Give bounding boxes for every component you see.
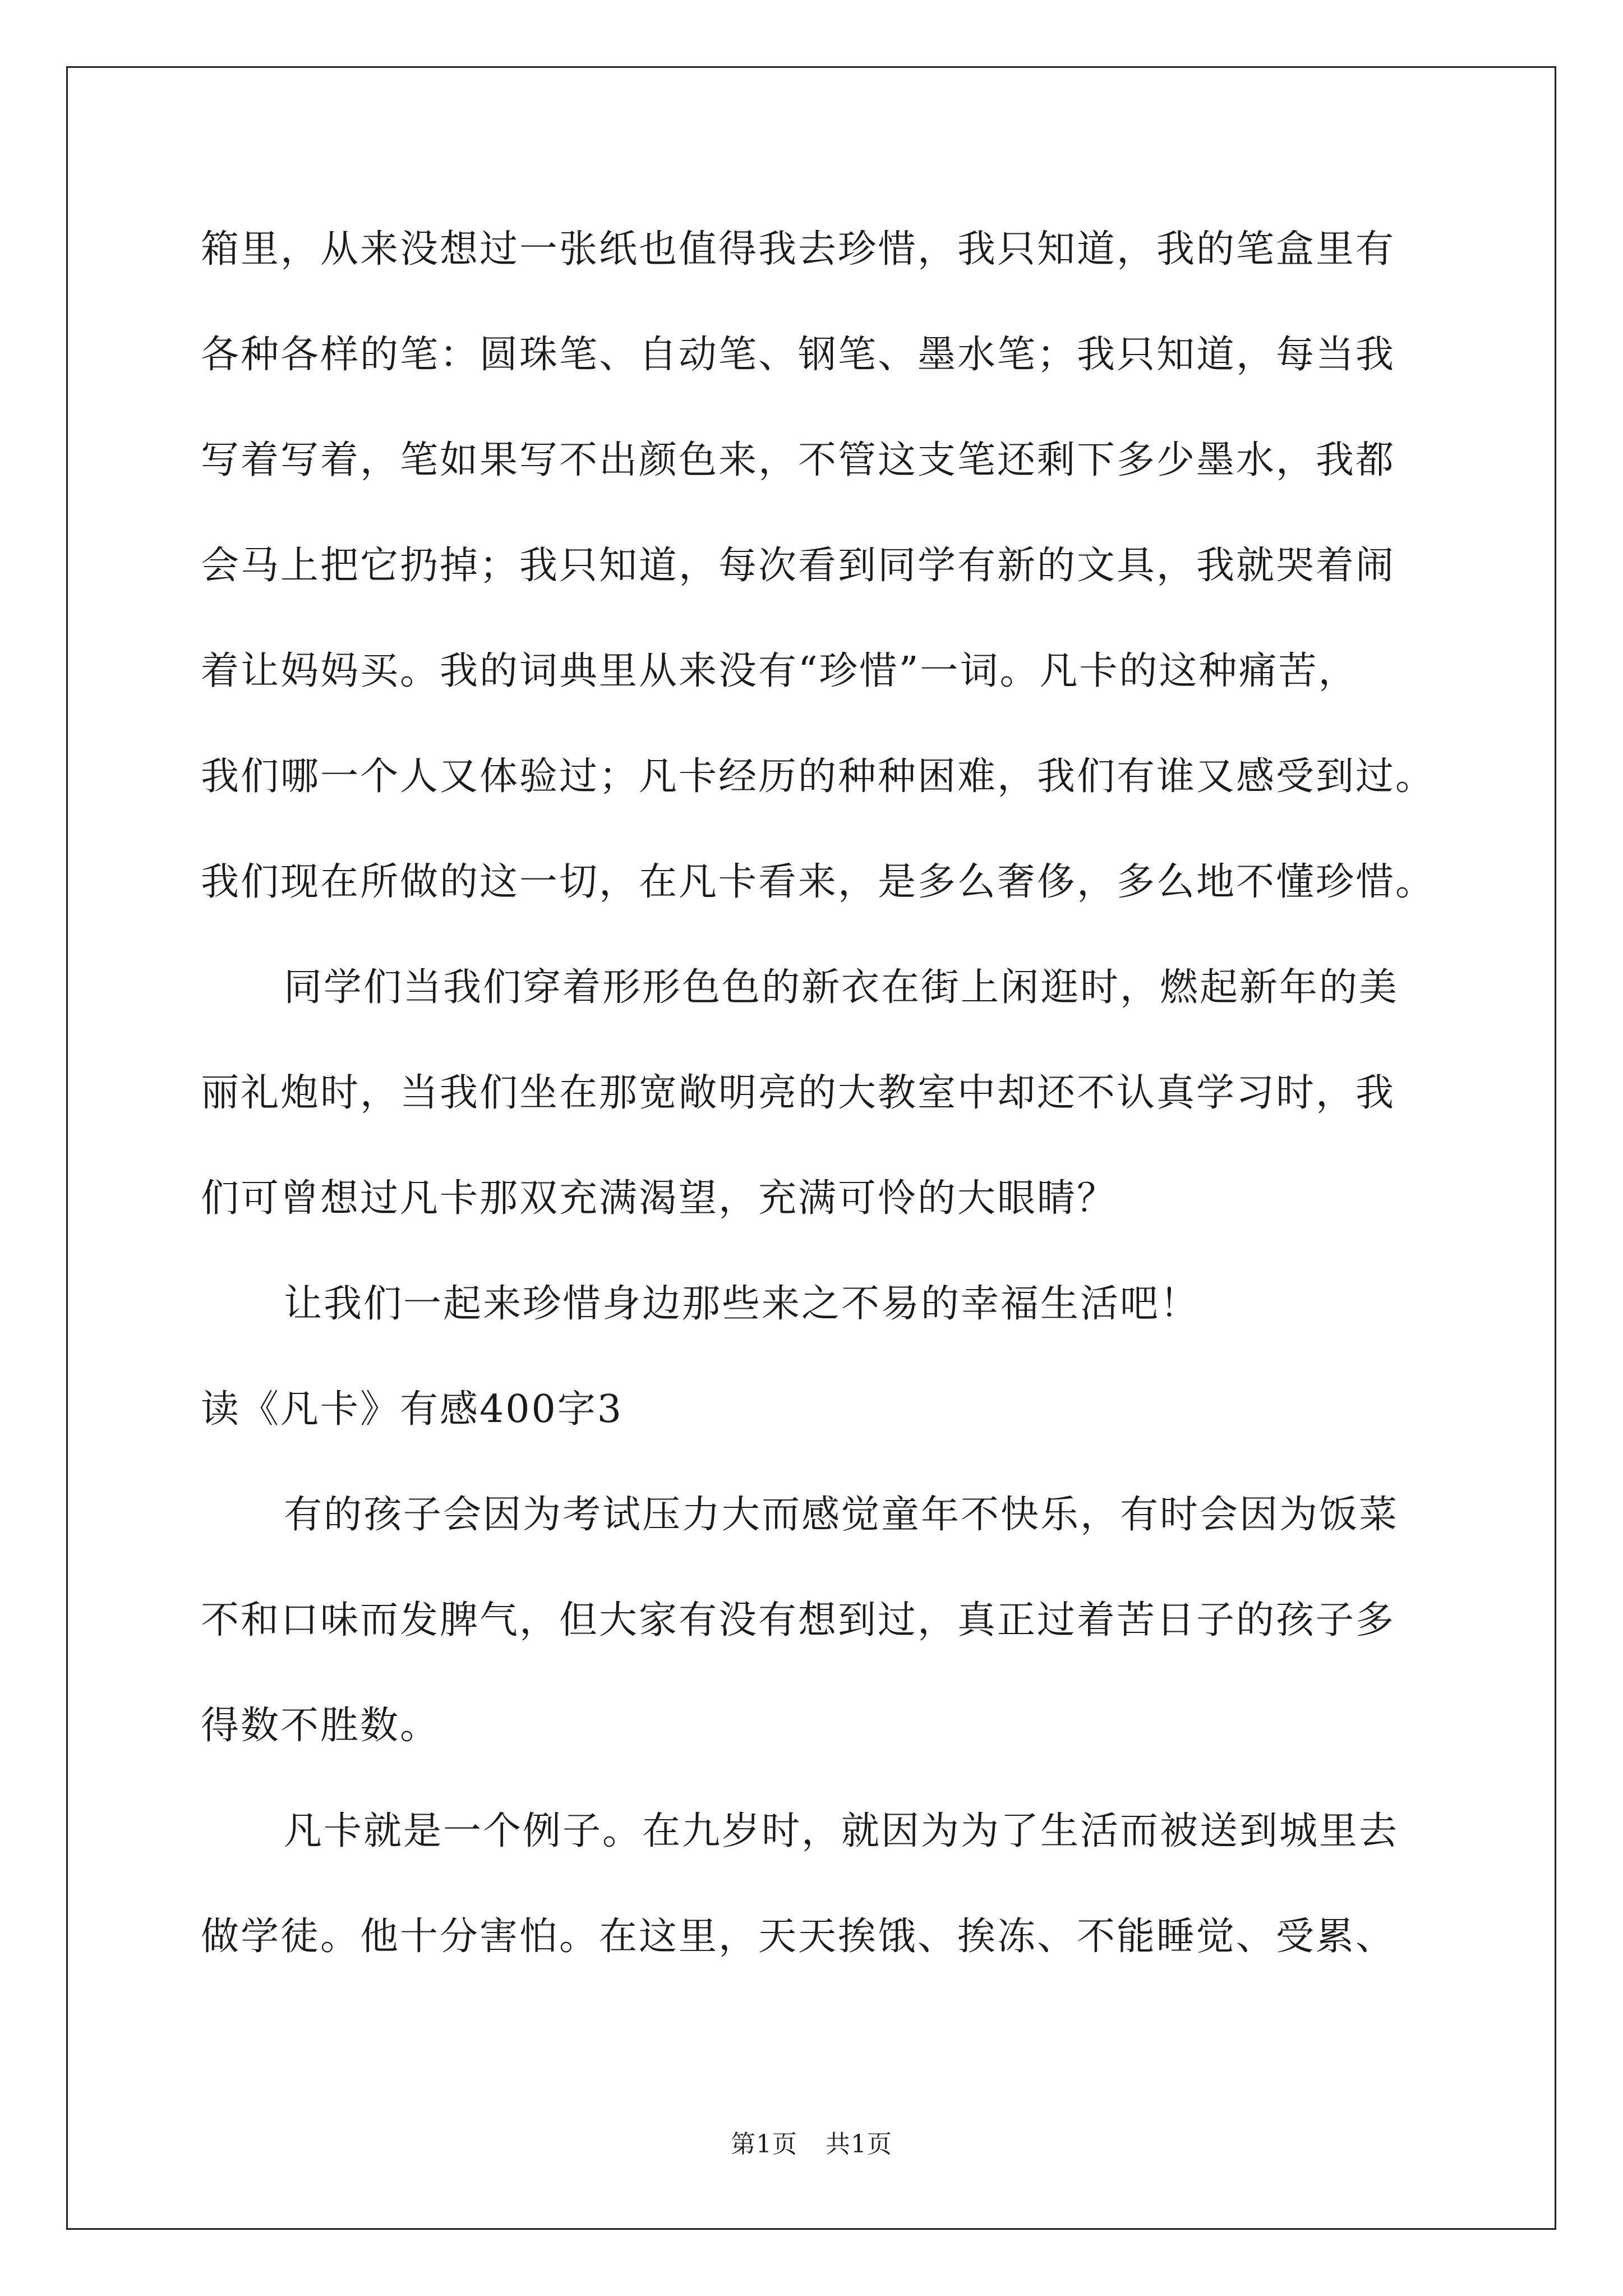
text-line: 我们现在所做的这一切，在凡卡看来，是多么奢侈，多么地不懂珍惜。 — [201, 860, 1436, 904]
text-line: 们可曾想过凡卡那双充满渴望，充满可怜的大眼睛？ — [201, 1176, 1117, 1221]
section-heading: 读《凡卡》有感400字3 — [201, 1387, 624, 1432]
page-current: 第1页 — [731, 2130, 797, 2159]
text-line: 各种各样的笔：圆珠笔、自动笔、钢笔、墨水笔；我只知道，每当我 — [201, 333, 1396, 377]
page-total: 共1页 — [826, 2130, 892, 2159]
paragraph-start-line: 同学们当我们穿着形形色色的新衣在街上闲逛时，燃起新年的美 — [284, 965, 1399, 1010]
document-body — [201, 224, 1435, 2017]
text-line: 丽礼炮时，当我们坐在那宽敞明亮的大教室中却还不认真学习时，我 — [201, 1071, 1396, 1115]
text-line: 得数不胜数。 — [201, 1704, 440, 1748]
text-line: 不和口味而发脾气，但大家有没有想到过，真正过着苦日子的孩子多 — [201, 1598, 1396, 1642]
page-footer — [0, 2130, 1623, 2159]
paragraph-start-line: 让我们一起来珍惜身边那些来之不易的幸福生活吧！ — [284, 1282, 1200, 1326]
paragraph-start-line: 凡卡就是一个例子。在九岁时，就因为为了生活而被送到城里去 — [284, 1809, 1399, 1853]
text-line: 会马上把它扔掉；我只知道，每次看到同学有新的文具，我就哭着闹 — [201, 544, 1396, 588]
paragraph-start-line: 有的孩子会因为考试压力大而感觉童年不快乐，有时会因为饭菜 — [284, 1493, 1399, 1537]
text-line: 着让妈妈买。我的词典里从来没有“珍惜”一词。凡卡的这种痛苦， — [201, 649, 1358, 693]
text-line: 写着写着，笔如果写不出颜色来，不管这支笔还剩下多少墨水，我都 — [201, 438, 1396, 482]
text-line: 箱里，从来没想过一张纸也值得我去珍惜，我只知道，我的笔盒里有 — [201, 227, 1396, 272]
text-line: 做学徒。他十分害怕。在这里，天天挨饿、挨冻、不能睡觉、受累、 — [201, 1915, 1396, 1959]
text-line: 我们哪一个人又体验过；凡卡经历的种种困难，我们有谁又感受到过。 — [201, 754, 1436, 799]
